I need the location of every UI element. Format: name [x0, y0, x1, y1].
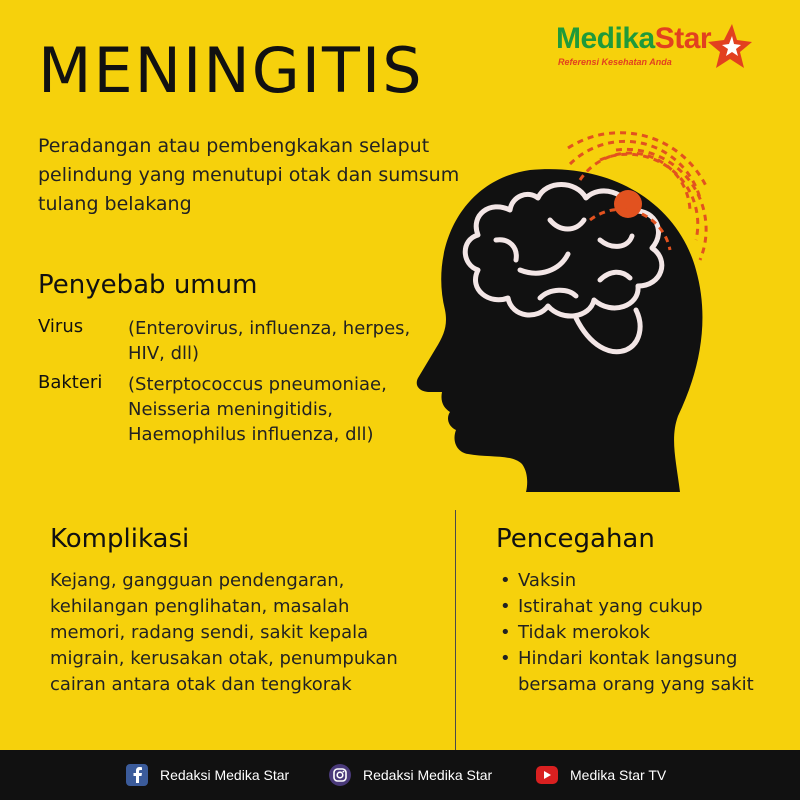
- list-item: • Vaksin: [500, 568, 780, 594]
- list-item: • Tidak merokok: [500, 620, 780, 646]
- brand-logo: [556, 24, 756, 84]
- inflammation-dot: [614, 190, 642, 218]
- facebook-label: Redaksi Medika Star: [160, 767, 290, 783]
- section-divider: [455, 510, 456, 750]
- footer-bar: [0, 750, 800, 800]
- footer-facebook[interactable]: [126, 750, 289, 800]
- cause-label: Bakteri: [38, 372, 103, 393]
- complications-heading: Komplikasi: [50, 524, 190, 554]
- head-silhouette: [417, 169, 703, 492]
- list-item: • Istirahat yang cukup: [500, 594, 780, 620]
- footer-youtube[interactable]: [536, 750, 666, 800]
- prevention-heading: Pencegahan: [496, 524, 655, 554]
- cause-desc: (Enterovirus, influenza, herpes, HIV, dll): [128, 318, 411, 364]
- logo-wordmark: [556, 24, 711, 54]
- logo-name-part2: Star: [654, 22, 712, 55]
- youtube-icon: [536, 766, 558, 784]
- logo-name-part1: Medika: [556, 22, 655, 55]
- footer-instagram[interactable]: [329, 750, 492, 800]
- facebook-icon: [126, 764, 148, 786]
- instagram-icon: [329, 764, 351, 786]
- page-title: MENINGITIS: [38, 34, 424, 107]
- head-brain-illustration: [400, 120, 740, 500]
- definition-text: Peradangan atau pembengkakan selaput pelindung yang menutupi otak dan sumsum tulang belakang: [38, 135, 460, 215]
- youtube-label: Medika Star TV: [570, 767, 667, 783]
- cause-desc: (Sterptococcus pneumoniae, Neisseria meningitidis, Haemophilus influenza, dll): [128, 374, 387, 445]
- logo-star-icon: [706, 22, 752, 72]
- instagram-label: Redaksi Medika Star: [363, 767, 493, 783]
- complications-text: Kejang, gangguan pendengaran, kehilangan penglihatan, masalah memori, radang sendi, sakit kepala migrain, kerusakan otak, penumpukan cairan antara otak dan tengkorak: [50, 570, 398, 695]
- logo-tagline: Referensi Kesehatan Anda: [558, 57, 672, 67]
- cause-label: Virus: [38, 316, 84, 337]
- causes-heading: Penyebab umum: [38, 270, 258, 300]
- list-item: • Hindari kontak langsung bersama orang yang sakit: [500, 646, 780, 698]
- prevention-list: [500, 568, 780, 698]
